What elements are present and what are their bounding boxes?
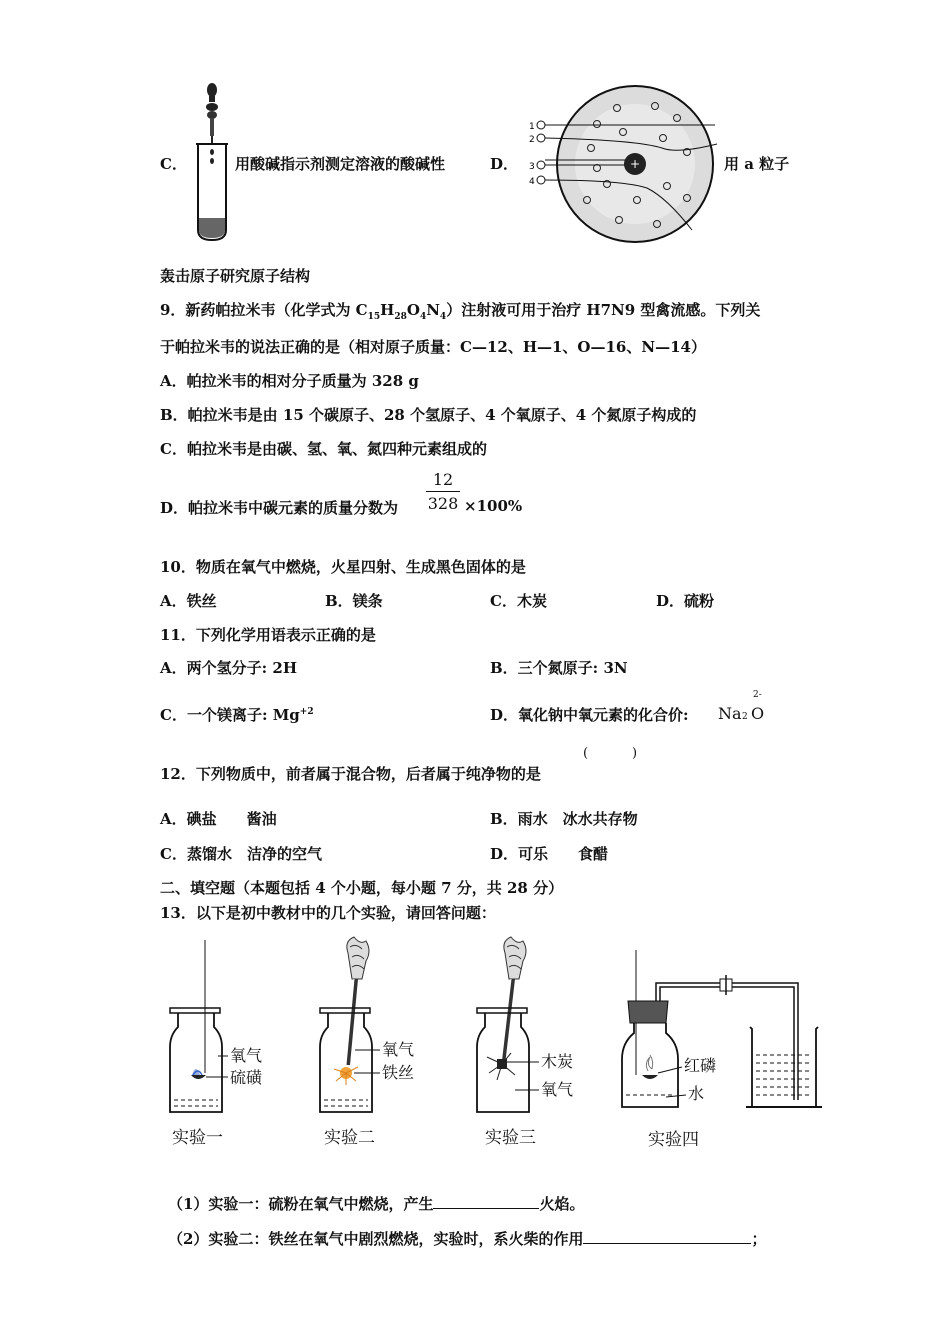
q13-sub1: （1）实验一：硫粉在氧气中燃烧，产生 火焰。 bbox=[168, 1195, 585, 1213]
exp3-caption: 实验三 bbox=[485, 1128, 536, 1148]
exp3-label-oxygen: 氧气 bbox=[541, 1080, 574, 1099]
q8-option-c-text: 用酸碱指示剂测定溶液的酸碱性 bbox=[235, 155, 446, 173]
exp2-label-iron-wire: 铁丝 bbox=[382, 1063, 415, 1082]
q9-stem-line2: 于帕拉米韦的说法正确的是（相对原子质量：C—12、H—1、O—16、N—14） bbox=[160, 338, 706, 356]
q13-sub2-blank[interactable] bbox=[583, 1243, 751, 1244]
q13-sub2: （2）实验二：铁丝在氧气中剧烈燃烧，实验时，系火柴的作用 ； bbox=[168, 1230, 767, 1248]
q13-stem: 13．以下是初中教材中的几个实验，请回答问题： bbox=[160, 904, 496, 922]
q12-stem: 12．下列物质中，前者属于混合物，后者属于纯净物的是 bbox=[160, 765, 541, 783]
q12-option-c: C．蒸馏水 洁净的空气 bbox=[160, 845, 322, 863]
alpha-track-label-2: 2 bbox=[529, 135, 535, 145]
exp4-label-red-phosphorus: 红磷 bbox=[684, 1056, 717, 1075]
q9-option-d-tail: ×100% bbox=[464, 497, 523, 515]
exp4-label-water: 水 bbox=[688, 1084, 705, 1103]
exp1-label-sulfur: 硫磺 bbox=[230, 1068, 263, 1087]
q10-option-d: D．硫粉 bbox=[656, 592, 715, 610]
experiment-4-apparatus bbox=[622, 950, 822, 1150]
q8-option-d-text-continued: 轰击原子研究原子结构 bbox=[160, 267, 311, 285]
q10-option-a: A．铁丝 bbox=[160, 592, 217, 610]
exp2-caption: 实验二 bbox=[324, 1128, 375, 1148]
alpha-track-label-1: 1 bbox=[529, 122, 535, 132]
q11-option-c: C．一个镁离子: $Mg^{+2}$ bbox=[160, 706, 314, 724]
experiment-2-jar bbox=[320, 937, 414, 1148]
q11-option-d-formula: Na 2 2- O bbox=[718, 690, 765, 723]
experiment-3-jar bbox=[477, 937, 573, 1148]
q10-option-c: C．木炭 bbox=[490, 592, 547, 610]
q9-fraction: 12 328 bbox=[427, 470, 459, 513]
q9-option-a: A．帕拉米韦的相对分子质量为 328 g bbox=[160, 372, 419, 390]
alpha-track-label-3: 3 bbox=[529, 162, 535, 172]
exp3-label-charcoal: 木炭 bbox=[541, 1052, 574, 1071]
experiments-figure bbox=[160, 935, 810, 1160]
q12-paren-open: ( bbox=[583, 746, 589, 761]
exp2-label-oxygen: 氧气 bbox=[382, 1040, 415, 1059]
alpha-scattering-figure bbox=[527, 88, 722, 248]
q9-option-c: C．帕拉米韦是由碳、氢、氧、氮四种元素组成的 bbox=[160, 440, 487, 458]
q13-sub1-blank[interactable] bbox=[433, 1208, 539, 1209]
q12-option-a: A．碘盐 酱油 bbox=[160, 810, 277, 828]
exp1-label-oxygen: 氧气 bbox=[230, 1046, 263, 1065]
exp4-caption: 实验四 bbox=[648, 1130, 699, 1150]
q11-option-a: A．两个氢分子: 2H bbox=[160, 659, 298, 677]
experiment-1-jar bbox=[170, 940, 262, 1148]
q9-option-d: D．帕拉米韦中碳元素的质量分数为 bbox=[160, 499, 399, 517]
svg-text:+: + bbox=[629, 157, 641, 171]
q10-stem: 10．物质在氧气中燃烧，火星四射、生成黑色固体的是 bbox=[160, 558, 526, 576]
alpha-track-label-4: 4 bbox=[529, 177, 535, 187]
q11-stem: 11．下列化学用语表示正确的是 bbox=[160, 626, 376, 644]
dropper-test-tube-figure bbox=[190, 78, 240, 246]
q11-option-b: B．三个氮原子: 3N bbox=[490, 659, 628, 677]
q11-option-d: D．氧化钠中氧元素的化合价: bbox=[490, 706, 689, 724]
exp1-caption: 实验一 bbox=[172, 1128, 223, 1148]
q10-option-b: B．镁条 bbox=[325, 592, 383, 610]
q12-option-d: D．可乐 食醋 bbox=[490, 845, 609, 863]
q8-option-d-letter: D． bbox=[490, 155, 519, 173]
q8-option-d-text: 用 a 粒子 bbox=[724, 155, 790, 173]
q12-paren-close: ) bbox=[632, 746, 638, 761]
q12-option-b: B．雨水 冰水共存物 bbox=[490, 810, 638, 828]
q9-stem: 9．新药帕拉米韦（化学式为 $C_{15}H_{28}O_4N_4$）注射液可用于治疗 H7N9 型禽流感。下列关 bbox=[160, 301, 761, 322]
q8-option-c-letter: C． bbox=[160, 155, 187, 173]
q9-option-b: B．帕拉米韦是由 15 个碳原子、28 个氢原子、4 个氧原子、4 个氮原子构成的 bbox=[160, 406, 697, 424]
section-heading: 二、填空题（本题包括 4 个小题，每小题 7 分，共 28 分） bbox=[160, 879, 564, 897]
